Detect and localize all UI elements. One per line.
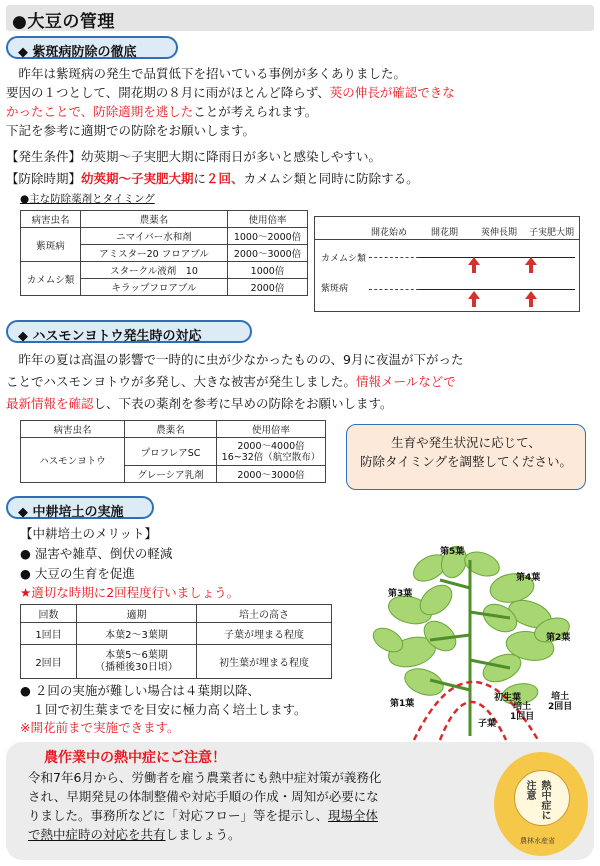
note-2: １回で初生葉までを目安に極力高く培土します。: [20, 702, 307, 717]
control-timing: 【防除時期】幼莢期～子実肥大期に２回、カメムシ類と同時に防除する。: [6, 171, 419, 186]
s2-para-1: 昨年の夏は高温の影響で一時的に虫が少なかったものの、9月に夜温が下がった: [6, 352, 464, 367]
page-title: ●大豆の管理: [12, 12, 115, 32]
heat-line-3: りました。事務所などに「対応フロー」等を提示し、現場全体: [28, 808, 379, 823]
table-row: アミスター20 フロアブル 2000～3000倍: [21, 245, 308, 262]
cultivation-table: 回数 適期 培土の高さ 1回目 本葉2～3葉期 子葉が埋まる程度 2回目 本葉5～6葉期 （播種後30日頃） 初生葉が埋まる程度: [20, 604, 332, 679]
merit-title: 【中耕培土のメリット】: [20, 526, 158, 541]
s1-para-2: 要因の１つとして、開花期の８月に雨がほとんど降らず、莢の伸長が確認できな: [6, 85, 455, 100]
arrow-up-icon: [468, 291, 480, 307]
s2-para-3: 最新情報を確認し、下表の薬剤を参考に早めの防除をお願いします。: [6, 396, 393, 411]
section-heading-armyworm: ◆ ハスモンヨトウ発生時の対応: [6, 320, 252, 343]
arrow-up-icon: [525, 291, 537, 307]
table-row: カメムシ類 スタークル液剤 10 1000倍: [21, 262, 308, 279]
armyworm-table: 病害虫名 農薬名 使用倍率 ハスモンヨトウ プロフレアSC 2000～4000倍 16~32倍（航空散布） グレーシア乳剤 2000～3000倍: [20, 420, 326, 483]
occurrence-conditions: 【発生条件】幼莢期～子実肥大期に降雨日が多いと感染しやすい。: [6, 149, 382, 164]
table-row: キラップフロアブル 2000倍: [21, 279, 308, 296]
timing-arrows: [465, 255, 585, 311]
label-soil-2: 培土 2回目: [548, 692, 573, 712]
merit-bullet-1: ● 湿害や雑草、倒伏の軽減: [20, 546, 173, 561]
s1-para-1: 昨年は紫斑病の発生で品質低下を招いている事例が多くありました。: [6, 66, 407, 81]
pesticide-table: 病害虫名 農薬名 使用倍率 紫斑病 ニマイバー水和剤 1000～2000倍 アミスター20 フロアブル 2000～3000倍 カメムシ類 スタークル液剤 10 1000倍 キラップフロアブル 2000倍: [20, 210, 308, 296]
table-caption: ●主な防除薬剤とタイミング: [20, 193, 155, 205]
arrow-up-icon: [468, 257, 480, 273]
note-1: ● ２回の実施が難しい場合は４葉期以降、: [20, 683, 260, 698]
label-leaf1: 第1葉: [390, 699, 415, 709]
label-leaf4: 第4葉: [516, 573, 541, 583]
table-row: 1回目 本葉2～3葉期 子葉が埋まる程度: [21, 623, 332, 645]
merit-star-note: ★適切な時期に2回程度行いましょう。: [20, 585, 240, 600]
label-leaf3: 第3葉: [388, 589, 413, 599]
note-3: ※開花前まで実施できます。: [20, 720, 180, 735]
section-heading-cultivation: ◆ 中耕培土の実施: [6, 496, 154, 519]
callout-adjust-timing: 生育や発生状況に応じて、 防除タイミングを調整してください。: [346, 424, 586, 490]
timeline-row-stinkbug: カメムシ類: [321, 254, 367, 264]
label-leaf5: 第5葉: [440, 547, 465, 557]
s1-para-3: かったことで、防除適期を逃したことが考えられます。: [6, 104, 318, 119]
label-cotyledon: 子葉: [478, 719, 497, 729]
arrow-up-icon: [525, 257, 537, 273]
heat-line-4: で熱中症時の対応を共有しましょう。: [28, 827, 241, 842]
table-row: 紫斑病 ニマイバー水和剤 1000～2000倍: [21, 228, 308, 245]
label-primary-leaf: 初生葉: [494, 693, 522, 703]
heat-line-2: され、早期発見の体制整備や対応手順の作成・周知が必要にな: [28, 789, 379, 804]
table-row: 2回目 本葉5～6葉期 （播種後30日頃） 初生葉が埋まる程度: [21, 645, 332, 679]
section-heading-purple-spot: ◆ 紫斑病防除の徹底: [6, 36, 178, 59]
page-title-bar: [6, 5, 594, 31]
table-row: ハスモンヨトウ プロフレアSC 2000～4000倍 16~32倍（航空散布）: [21, 438, 326, 466]
merit-bullet-2: ● 大豆の生育を促進: [20, 566, 135, 581]
timing-chart: 開花始め 開花期 莢伸長期 子実肥大期 カメムシ類 紫斑病: [314, 216, 580, 312]
timeline-row-purple-spot: 紫斑病: [321, 284, 349, 294]
label-soil-1: 培土 1回目: [510, 702, 535, 722]
heatstroke-title: 農作業中の熱中症にご注意！: [44, 750, 226, 766]
heat-line-1: 令和7年6月から、労働者を雇う農業者にも熱中症対策が義務化: [28, 770, 382, 785]
label-leaf2: 第2葉: [546, 633, 571, 643]
heatstroke-poster: 熱中症に注意 農林水産省: [494, 752, 588, 856]
s1-para-4: 下記を参考に適期での防除をお願いします。: [6, 123, 256, 138]
s2-para-2: ことでハスモンヨトウが多発し、大きな被害が発生しました。情報メールなどで: [6, 374, 456, 389]
table-row: グレーシア乳剤 2000～3000倍: [21, 466, 326, 483]
